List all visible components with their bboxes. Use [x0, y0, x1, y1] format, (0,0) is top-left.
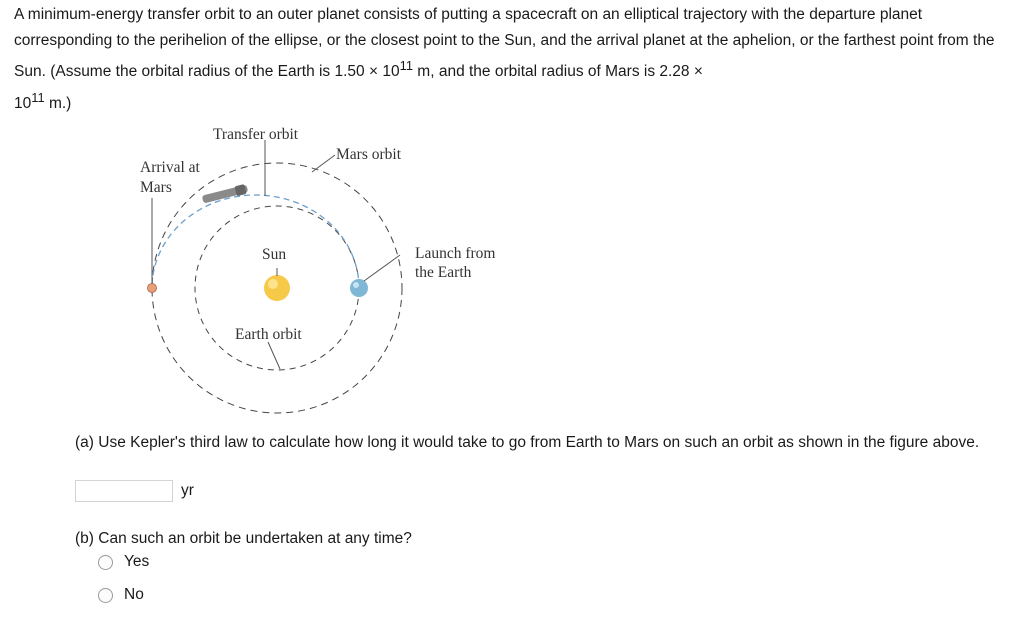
times-symbol: ×: [368, 63, 379, 81]
earth-icon: [350, 279, 368, 297]
earth-orbit-label: Earth orbit: [235, 326, 302, 343]
radio-button-yes[interactable]: [98, 555, 113, 570]
exponent: 11: [399, 58, 413, 73]
launch-label-line2: the Earth: [415, 264, 472, 281]
option-no-label: No: [124, 586, 144, 603]
question-a-text: (a) Use Kepler's third law to calculate how long it would take to go from Earth to Mars on such an orbit as shown in the figure above.: [75, 434, 980, 451]
transfer-orbit-label: Transfer orbit: [213, 126, 299, 143]
arrival-label-line1: Arrival at: [140, 159, 200, 176]
intro-main-text: A minimum-energy transfer orbit to an outer planet consists of putting a spacecraft on an elliptical trajectory with the departure planet corresponding to the perihelion of the ellipse, or the closest point to the Sun, and the arrival planet at the aphelion, or the farthest point from the Sun. (Assume the orbital radius of the Earth is 1.50: [14, 6, 995, 81]
answer-a-row: [75, 479, 194, 503]
exponent: 11: [31, 89, 45, 105]
sun-icon: [264, 275, 290, 301]
option-yes[interactable]: [98, 551, 149, 573]
earth-highlight: [353, 282, 359, 288]
transfer-orbit-figure: [130, 118, 530, 428]
option-no[interactable]: [98, 584, 144, 606]
radio-button-no[interactable]: [98, 588, 113, 603]
answer-a-unit: yr: [181, 482, 194, 499]
launch-leader: [364, 255, 400, 281]
power-of-ten-base: 10: [14, 94, 32, 112]
intro-mid-text: m, and the orbital radius of Mars is 2.28: [413, 63, 694, 81]
question-b-text: (b) Can such an orbit be undertaken at any time?: [75, 530, 412, 547]
problem-statement: [14, 2, 1014, 116]
launch-label-line1: Launch from: [415, 245, 496, 262]
mars-orbit-label: Mars orbit: [336, 146, 402, 163]
sun-label: Sun: [262, 246, 287, 263]
earth-orbit-leader: [268, 342, 280, 369]
arrival-label-line2: Mars: [140, 179, 172, 196]
power-of-ten-base: 10: [378, 63, 400, 81]
mars-icon: [148, 284, 157, 293]
mars-orbit-leader: [312, 155, 335, 172]
orbit-diagram: [130, 118, 530, 428]
times-symbol: ×: [693, 63, 703, 81]
spacecraft-icon: [202, 184, 249, 203]
option-yes-label: Yes: [124, 553, 150, 570]
sun-highlight: [268, 279, 278, 289]
answer-a-input[interactable]: [75, 480, 173, 502]
intro-end-text: m.): [44, 94, 72, 112]
